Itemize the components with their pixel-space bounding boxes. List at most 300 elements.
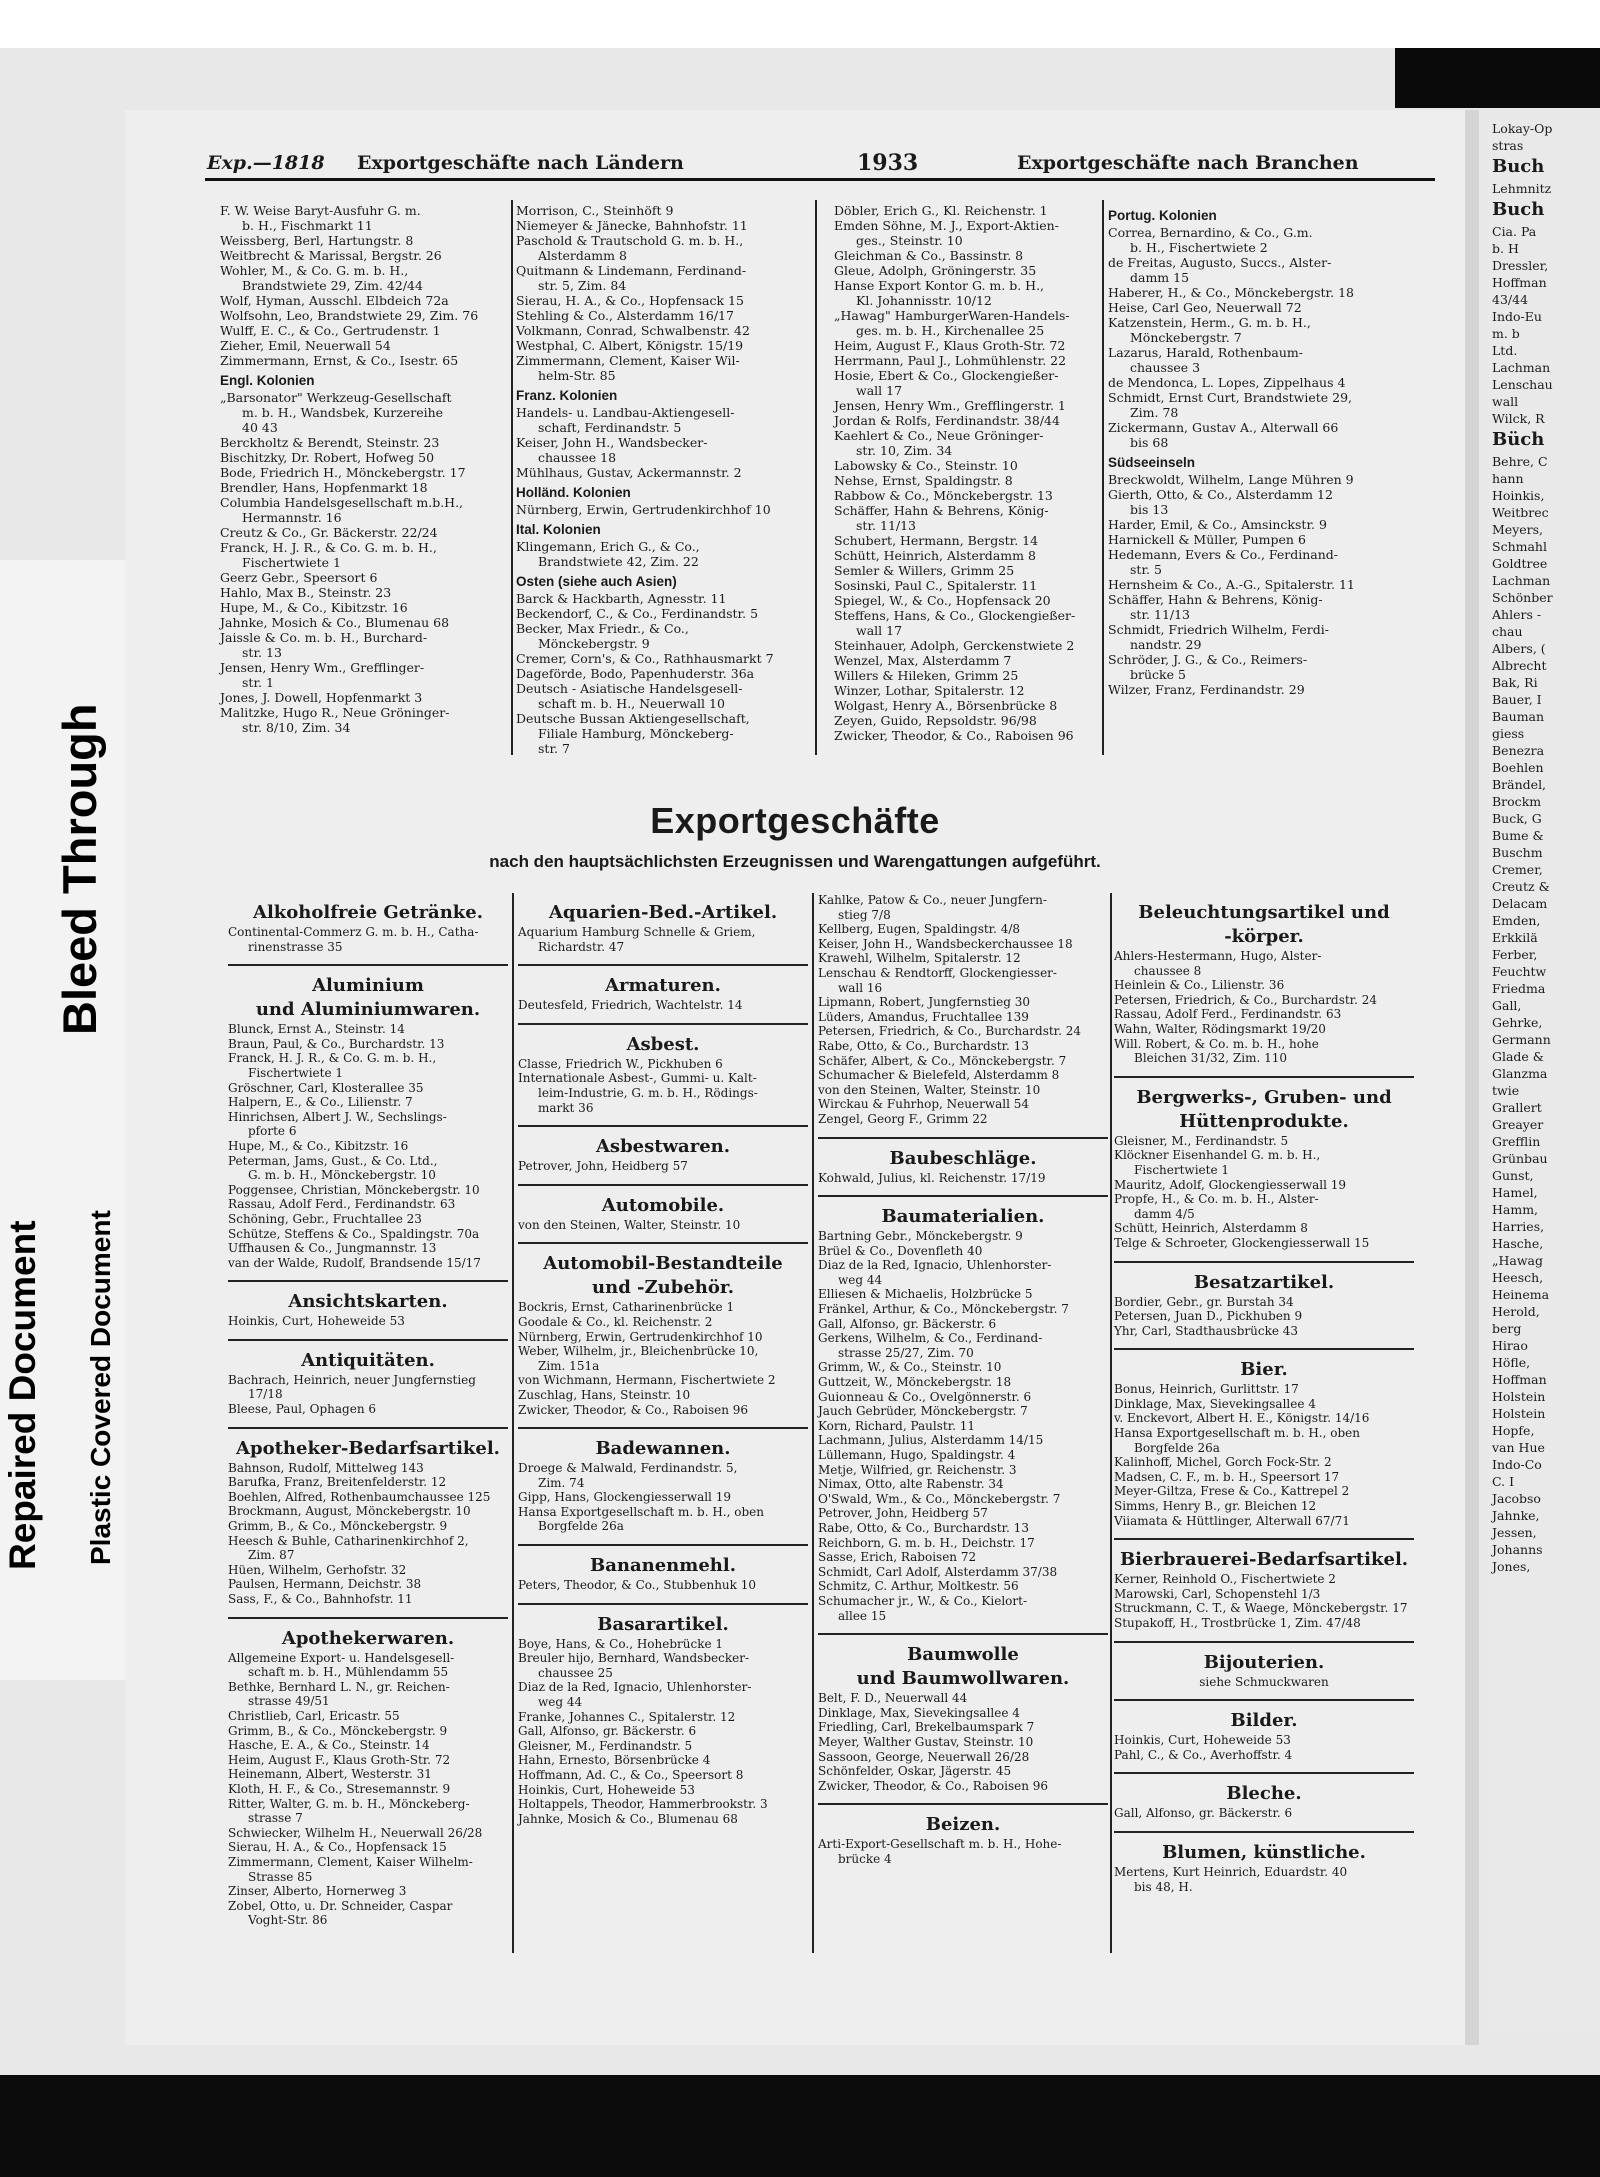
directory-entry: strasse 49/51 xyxy=(248,1694,330,1709)
page-fragment-text: Höfle, xyxy=(1492,1355,1531,1370)
directory-entry: Breckwoldt, Wilhelm, Lange Mühren 9 xyxy=(1108,472,1354,487)
directory-entry: Richardstr. 47 xyxy=(538,939,625,954)
section-divider xyxy=(818,1803,1108,1805)
page-fragment-text: Meyers, xyxy=(1492,522,1544,537)
directory-entry: Heinlein & Co., Lilienstr. 36 xyxy=(1114,978,1285,993)
category-heading: Aluminium xyxy=(312,975,424,997)
branches-column-3 xyxy=(818,893,1108,1866)
directory-entry: Brockmann, August, Mönckebergstr. 10 xyxy=(228,1504,471,1519)
directory-entry: str. 5 xyxy=(1130,562,1162,577)
directory-entry: markt 36 xyxy=(538,1100,594,1115)
directory-entry: Paulsen, Hermann, Deichstr. 38 xyxy=(228,1577,422,1592)
column-rule xyxy=(511,200,513,755)
page-fragment-text: Bume & xyxy=(1492,828,1544,843)
directory-entry: Pahl, C., & Co., Averhoffstr. 4 xyxy=(1114,1747,1293,1762)
directory-entry: strasse 7 xyxy=(248,1811,303,1826)
directory-entry: de Freitas, Augusto, Succs., Alster- xyxy=(1108,255,1332,270)
category-heading: und Aluminiumwaren. xyxy=(255,999,481,1021)
adjacent-page-edge xyxy=(1488,120,1600,2030)
page-fragment-text: Creutz & xyxy=(1492,879,1550,894)
page-fragment-text: Gunst, xyxy=(1492,1168,1534,1183)
page-fragment-text: Dressler, xyxy=(1492,258,1549,273)
directory-entry: Niemeyer & Jänecke, Bahnhofstr. 11 xyxy=(516,218,748,233)
page-fragment-text: Germann xyxy=(1492,1032,1551,1047)
directory-entry: Jensen, Henry Wm., Grefflingerstr. 1 xyxy=(834,398,1066,413)
directory-entry: Korn, Richard, Paulstr. 11 xyxy=(818,1418,976,1433)
directory-entry: „Hawag" HamburgerWaren-Handels- xyxy=(834,308,1070,323)
directory-entry: Heim, August F., Klaus Groth-Str. 72 xyxy=(228,1752,451,1767)
directory-entry: von den Steinen, Walter, Steinstr. 10 xyxy=(518,1217,741,1232)
directory-entry: Metje, Wilfried, gr. Reichenstr. 3 xyxy=(818,1462,1017,1477)
section-divider xyxy=(818,1195,1108,1197)
directory-entry: Mertens, Kurt Heinrich, Eduardstr. 40 xyxy=(1114,1864,1348,1879)
section-divider xyxy=(1114,1831,1414,1833)
directory-entry: Boye, Hans, & Co., Hohebrücke 1 xyxy=(518,1636,724,1651)
directory-entry: Hupe, M., & Co., Kibitzstr. 16 xyxy=(228,1138,409,1153)
directory-entry: Gipp, Hans, Glockengiesserwall 19 xyxy=(518,1490,731,1505)
directory-entry: Zim. 151a xyxy=(538,1358,600,1373)
scan-edge-shadow xyxy=(1395,48,1600,108)
directory-entry: Kl. Johannisstr. 10/12 xyxy=(856,293,992,308)
directory-entry: wall 17 xyxy=(856,383,903,398)
directory-entry: Lüders, Amandus, Fruchtallee 139 xyxy=(818,1009,1029,1024)
page-fragment-text: Gehrke, xyxy=(1492,1015,1543,1030)
page-fragment-text: Johanns xyxy=(1492,1542,1543,1557)
directory-entry: Weitbrecht & Marissal, Bergstr. 26 xyxy=(220,248,442,263)
directory-entry: Beckendorf, C., & Co., Ferdinandstr. 5 xyxy=(516,606,759,621)
directory-entry: Heesch & Buhle, Catharinenkirchhof 2, xyxy=(228,1533,469,1548)
directory-entry: Dinklage, Max, Sievekingsallee 4 xyxy=(818,1705,1020,1720)
directory-entry: weg 44 xyxy=(838,1272,883,1287)
page-fragment-text: Grünbau xyxy=(1492,1151,1548,1166)
directory-entry: Fischertwiete 1 xyxy=(248,1065,344,1080)
directory-entry: von den Steinen, Walter, Steinstr. 10 xyxy=(818,1082,1041,1097)
directory-entry: Schubert, Hermann, Bergstr. 14 xyxy=(834,533,1039,548)
directory-entry: Zuschlag, Hans, Steinstr. 10 xyxy=(518,1387,691,1402)
section-title: Exportgeschäfte xyxy=(650,800,940,841)
directory-entry: bis 48, H. xyxy=(1134,1879,1193,1894)
page-fragment-text: Hopfe, xyxy=(1492,1423,1535,1438)
directory-entry: Gröschner, Carl, Klosterallee 35 xyxy=(228,1080,424,1095)
countries-column-4 xyxy=(1108,203,1408,697)
directory-entry: Lazarus, Harald, Rothenbaum- xyxy=(1108,345,1303,360)
region-heading: Südseeinseln xyxy=(1108,455,1196,470)
column-rule xyxy=(1102,200,1104,755)
directory-entry: weg 44 xyxy=(538,1695,583,1710)
page-fragment-text: Gall, xyxy=(1492,998,1522,1013)
directory-entry: 40 43 xyxy=(242,420,278,435)
directory-entry: Kellberg, Eugen, Spaldingstr. 4/8 xyxy=(818,922,1021,937)
directory-entry: brücke 4 xyxy=(838,1851,892,1866)
directory-entry: Cremer, Corn's, & Co., Rathhausmarkt 7 xyxy=(516,651,774,666)
page-fragment-text: Greayer xyxy=(1492,1117,1544,1132)
directory-entry: Guionneau & Co., Ovelgönnerstr. 6 xyxy=(818,1389,1032,1404)
page-fragment-text: hann xyxy=(1492,471,1524,486)
directory-entry: Zwicker, Theodor, & Co., Raboisen 96 xyxy=(518,1402,749,1417)
directory-entry: Westphal, C. Albert, Königstr. 15/19 xyxy=(516,338,744,353)
directory-entry: Mönckebergstr. 7 xyxy=(1130,330,1242,345)
directory-entry: Continental-Commerz G. m. b. H., Catha- xyxy=(228,925,479,939)
directory-entry: Bleese, Paul, Ophagen 6 xyxy=(228,1402,376,1417)
directory-entry: Becker, Max Friedr., & Co., xyxy=(516,621,689,636)
directory-entry: Petrover, John, Heidberg 57 xyxy=(518,1159,688,1174)
directory-entry: Stupakoff, H., Trostbrücke 1, Zim. 47/48 xyxy=(1114,1616,1361,1630)
directory-entry: schaft, Ferdinandstr. 5 xyxy=(538,420,682,435)
directory-entry: Struckmann, C. T., & Waege, Mönckebergstr. 17 xyxy=(1114,1601,1408,1616)
directory-entry: Schmidt, Friedrich Wilhelm, Ferdi- xyxy=(1108,622,1329,637)
directory-entry: Braun, Paul, & Co., Burchardstr. 13 xyxy=(228,1036,445,1051)
directory-entry: Gleisner, M., Ferdinandstr. 5 xyxy=(518,1738,693,1753)
directory-entry: Sierau, H. A., & Co., Hopfensack 15 xyxy=(516,293,744,308)
directory-entry: Heinemann, Albert, Westerstr. 31 xyxy=(228,1767,432,1782)
page-fragment-text: Jones, xyxy=(1492,1559,1531,1574)
directory-entry: Lenschau & Rendtorff, Glockengiesser- xyxy=(818,965,1057,980)
directory-entry: Barufka, Franz, Breitenfelderstr. 12 xyxy=(228,1475,447,1490)
page-fragment-text: berg xyxy=(1492,1321,1522,1336)
directory-entry: Sosinski, Paul C., Spitalerstr. 11 xyxy=(834,578,1038,593)
category-heading: Bierbrauerei-Bedarfsartikel. xyxy=(1119,1549,1409,1571)
page-fragment-text: Ltd. xyxy=(1492,343,1518,358)
directory-entry: ges., Steinstr. 10 xyxy=(856,233,963,248)
directory-entry: Lachmann, Julius, Alsterdamm 14/15 xyxy=(818,1433,1044,1448)
page-fragment-text: Friedma xyxy=(1492,981,1546,996)
directory-entry: Rabe, Otto, & Co., Burchardstr. 13 xyxy=(818,1038,1029,1053)
page-fragment-text: Grefflin xyxy=(1492,1134,1541,1149)
section-divider xyxy=(1114,1641,1414,1643)
page-fragment-text: Bak, Ri xyxy=(1492,675,1538,690)
directory-entry: Filiale Hamburg, Mönckeberg- xyxy=(538,726,734,741)
directory-entry: Deutsch - Asiatische Handelsgesell- xyxy=(516,681,743,696)
directory-entry: F. W. Weise Baryt-Ausfuhr G. m. xyxy=(220,203,421,218)
directory-entry: chaussee 3 xyxy=(1130,360,1201,375)
directory-entry: Gleichman & Co., Bassinstr. 8 xyxy=(834,248,1024,263)
directory-entry: O'Swald, Wm., & Co., Mönckebergstr. 7 xyxy=(818,1491,1061,1506)
directory-entry: Alsterdamm 8 xyxy=(538,248,627,263)
page-fragment-text: Hoffman xyxy=(1492,1372,1547,1387)
directory-entry: Sasse, Erich, Raboisen 72 xyxy=(818,1550,977,1565)
directory-entry: Brandstwiete 29, Zim. 42/44 xyxy=(242,278,423,293)
directory-entry: Fischertwiete 1 xyxy=(242,555,341,570)
directory-entry: Schmidt, Ernst Curt, Brandstwiete 29, xyxy=(1108,390,1353,405)
directory-entry: Spiegel, W., & Co., Hopfensack 20 xyxy=(834,593,1051,608)
directory-entry: Malitzke, Hugo R., Neue Gröninger- xyxy=(220,705,450,720)
directory-entry: Harnickell & Müller, Pumpen 6 xyxy=(1108,532,1306,547)
directory-entry: Halpern, E., & Co., Lilienstr. 7 xyxy=(228,1095,413,1110)
directory-entry: Schwiecker, Wilhelm H., Neuerwall 26/28 xyxy=(228,1825,483,1840)
directory-entry: Kloth, H. F., & Co., Stresemannstr. 9 xyxy=(228,1781,451,1796)
directory-entry: Gerkens, Wilhelm, & Co., Ferdinand- xyxy=(818,1331,1043,1346)
directory-entry: Ritter, Walter, G. m. b. H., Mönckeberg- xyxy=(228,1796,470,1811)
category-heading: Bananenmehl. xyxy=(590,1555,736,1577)
category-heading: Bilder. xyxy=(1230,1710,1298,1732)
directory-entry: Zim. 87 xyxy=(248,1548,295,1563)
directory-entry: Schütze, Steffens & Co., Spaldingstr. 70a xyxy=(228,1226,480,1241)
directory-entry: Schumacher & Bielefeld, Alsterdamm 8 xyxy=(818,1068,1060,1083)
directory-entry: Schönfelder, Oskar, Jägerstr. 45 xyxy=(818,1764,1012,1779)
directory-entry: Classe, Friedrich W., Pickhuben 6 xyxy=(518,1056,723,1071)
page-fragment-text: Jacobso xyxy=(1492,1491,1541,1506)
section-subtitle: nach den hauptsächlichsten Erzeugnissen und Warengattungen aufgeführt. xyxy=(489,852,1101,871)
section-divider xyxy=(518,964,808,966)
directory-entry: Gierth, Otto, & Co., Alsterdamm 12 xyxy=(1108,487,1333,502)
directory-entry: Döbler, Erich G., Kl. Reichenstr. 1 xyxy=(834,203,1048,218)
directory-entry: schaft m. b. H., Mühlendamm 55 xyxy=(248,1665,449,1680)
directory-entry: Jaissle & Co. m. b. H., Burchard- xyxy=(220,630,428,645)
directory-entry: v. Enckevort, Albert H. E., Königstr. 14/16 xyxy=(1114,1411,1370,1426)
page-fragment-text: Buch xyxy=(1492,199,1545,220)
directory-entry: Wilzer, Franz, Ferdinandstr. 29 xyxy=(1108,682,1305,697)
label-repaired-document: Repaired Document xyxy=(2,1220,43,1570)
directory-entry: Zim. 74 xyxy=(538,1475,585,1490)
directory-entry: Zimmermann, Ernst, & Co., Isestr. 65 xyxy=(220,353,459,368)
directory-entry: Christlieb, Carl, Ericastr. 55 xyxy=(228,1708,400,1723)
directory-entry: nandstr. 29 xyxy=(1130,637,1202,652)
directory-entry: Kohwald, Julius, kl. Reichenstr. 17/19 xyxy=(818,1170,1046,1185)
directory-entry: Hosie, Ebert & Co., Glockengießer- xyxy=(834,368,1059,383)
category-heading: Besatzartikel. xyxy=(1193,1271,1335,1293)
page-fragment-text: Weitbrec xyxy=(1492,505,1549,520)
page-fragment-text: Indo-Eu xyxy=(1492,309,1542,324)
directory-entry: Diaz de la Red, Ignacio, Uhlenhorster- xyxy=(518,1680,752,1695)
directory-entry: Propfe, H., & Co. m. b. H., Alster- xyxy=(1114,1192,1319,1207)
page-fragment-text: Glade & xyxy=(1492,1049,1544,1064)
directory-entry: Franke, Johannes C., Spitalerstr. 12 xyxy=(518,1709,736,1724)
page-fragment-text: Hasche, xyxy=(1492,1236,1544,1251)
directory-entry: Klingemann, Erich G., & Co., xyxy=(516,539,700,554)
header-year: 1933 xyxy=(857,150,919,176)
directory-entry: chaussee 18 xyxy=(538,450,617,465)
directory-entry: chaussee 25 xyxy=(538,1665,613,1680)
directory-entry: Hoffmann, Ad. C., & Co., Speersort 8 xyxy=(518,1768,744,1782)
directory-entry: Herrmann, Paul J., Lohmühlenstr. 22 xyxy=(834,353,1067,368)
directory-entry: Elliesen & Michaelis, Holzbrücke 5 xyxy=(818,1287,1033,1302)
page-fragment-text: Buck, G xyxy=(1492,811,1542,826)
directory-entry: Bordier, Gebr., gr. Burstah 34 xyxy=(1114,1294,1294,1309)
branches-column-1 xyxy=(228,893,508,1928)
directory-entry: stieg 7/8 xyxy=(838,907,891,922)
directory-entry: Meyer-Giltza, Frese & Co., Kattrepel 2 xyxy=(1114,1484,1350,1499)
section-divider xyxy=(518,1544,808,1546)
section-divider xyxy=(518,1125,808,1127)
category-heading: Aquarien-Bed.-Artikel. xyxy=(548,902,778,923)
column-rule xyxy=(812,893,814,1953)
page-fragment-text: van Hue xyxy=(1492,1440,1545,1455)
section-divider xyxy=(1114,1076,1414,1078)
page-fragment-text: Brockm xyxy=(1492,794,1542,809)
directory-entry: Columbia Handelsgesellschaft m.b.H., xyxy=(220,495,464,510)
countries-column-3 xyxy=(834,203,1100,743)
page-fragment-text: Hamel, xyxy=(1492,1185,1538,1200)
directory-entry: Nürnberg, Erwin, Gertrudenkirchhof 10 xyxy=(518,1329,763,1344)
directory-entry: Labowsky & Co., Steinstr. 10 xyxy=(834,458,1018,473)
directory-entry: Petersen, Friedrich, & Co., Burchardstr. 24 xyxy=(1114,992,1377,1007)
directory-entry: Voght-Str. 86 xyxy=(248,1913,328,1928)
directory-entry: Schäffer, Hahn & Behrens, König- xyxy=(1108,592,1323,607)
directory-entry: Schäfer, Albert, & Co., Mönckebergstr. 7 xyxy=(818,1053,1067,1068)
directory-entry: Zieher, Emil, Neuerwall 54 xyxy=(220,338,391,353)
directory-entry: von Wichmann, Hermann, Fischertwiete 2 xyxy=(518,1373,776,1388)
directory-entry: Petrover, John, Heidberg 57 xyxy=(818,1506,988,1521)
directory-entry: Kerner, Reinhold O., Fischertwiete 2 xyxy=(1114,1572,1336,1587)
directory-entry: Aquarium Hamburg Schnelle & Griem, xyxy=(518,925,756,939)
directory-entry: Wolgast, Henry A., Börsenbrücke 8 xyxy=(834,698,1058,713)
directory-entry: Zwicker, Theodor, & Co., Raboisen 96 xyxy=(834,728,1074,743)
page-fragment-text: Behre, C xyxy=(1492,454,1548,469)
directory-entry: brücke 5 xyxy=(1130,667,1186,682)
directory-entry: Gall, Alfonso, gr. Bäckerstr. 6 xyxy=(518,1724,697,1739)
countries-column-1 xyxy=(220,203,510,735)
directory-entry: Haberer, H., & Co., Mönckebergstr. 18 xyxy=(1108,285,1355,300)
directory-entry: Schütt, Heinrich, Alsterdamm 8 xyxy=(1114,1221,1308,1236)
region-heading: Engl. Kolonien xyxy=(220,373,315,388)
directory-entry: Jahnke, Mosich & Co., Blumenau 68 xyxy=(220,615,450,630)
directory-entry: Mönckebergstr. 9 xyxy=(538,636,650,651)
directory-entry: Volkmann, Conrad, Schwalbenstr. 42 xyxy=(516,323,750,338)
directory-entry: Hermannstr. 16 xyxy=(242,510,342,525)
directory-entry: str. 10, Zim. 34 xyxy=(856,443,953,458)
directory-entry: Bode, Friedrich H., Mönckebergstr. 17 xyxy=(220,465,466,480)
section-divider xyxy=(518,1427,808,1429)
directory-entry: Zwicker, Theodor, & Co., Raboisen 96 xyxy=(818,1778,1049,1793)
cross-reference: siehe Schmuckwaren xyxy=(1199,1674,1329,1689)
directory-entry: Hasche, E. A., & Co., Steinstr. 14 xyxy=(228,1738,430,1753)
directory-entry: chaussee 8 xyxy=(1134,963,1202,978)
category-heading: Asbest. xyxy=(626,1033,700,1055)
directory-entry: Zengel, Georg F., Grimm 22 xyxy=(818,1111,988,1126)
directory-entry: Schäffer, Hahn & Behrens, König- xyxy=(834,503,1049,518)
bottom-margin xyxy=(0,2075,1600,2177)
page-fragment-text: Wilck, R xyxy=(1492,411,1545,426)
page-fragment-text: m. b xyxy=(1492,326,1520,341)
directory-entry: Lüllemann, Hugo, Spaldingstr. 4 xyxy=(818,1448,1016,1462)
directory-entry: Franck, H. J. R., & Co. G. m. b. H., xyxy=(228,1051,437,1066)
category-heading: Bijouterien. xyxy=(1203,1651,1325,1673)
directory-entry: Zickermann, Gustav A., Alterwall 66 xyxy=(1108,420,1339,435)
directory-entry: Correa, Bernardino, & Co., G.m. xyxy=(1108,225,1313,240)
page-fragment-text: Albrecht xyxy=(1492,658,1547,673)
page-fragment-text: stras xyxy=(1492,138,1524,153)
directory-entry: Bartning Gebr., Mönckebergstr. 9 xyxy=(818,1229,1023,1244)
directory-entry: Deutsche Bussan Aktiengesellschaft, xyxy=(516,711,750,726)
directory-entry: Gall, Alfonso, gr. Bäckerstr. 6 xyxy=(1114,1806,1293,1821)
directory-entry: Brandstwiete 42, Zim. 22 xyxy=(538,554,699,569)
category-heading: Bier. xyxy=(1240,1359,1288,1381)
directory-entry: Dageförde, Bodo, Papenhuderstr. 36a xyxy=(516,666,755,681)
page-fragment-text: Delacam xyxy=(1492,896,1548,911)
directory-entry: Harder, Emil, & Co., Amsinckstr. 9 xyxy=(1108,517,1327,532)
page-fragment-text: Heesch, xyxy=(1492,1270,1544,1285)
column-rule xyxy=(815,200,817,755)
page-fragment-text: Boehlen xyxy=(1492,760,1544,775)
directory-entry: Hahlo, Max B., Steinstr. 23 xyxy=(220,585,392,600)
directory-entry: helm-Str. 85 xyxy=(538,368,616,383)
directory-entry: Gall, Alfonso, gr. Bäckerstr. 6 xyxy=(818,1316,997,1331)
directory-entry: Bleichen 31/32, Zim. 110 xyxy=(1134,1051,1287,1066)
directory-entry: Grimm, W., & Co., Steinstr. 10 xyxy=(818,1360,1002,1375)
region-heading: Ital. Kolonien xyxy=(516,522,601,537)
directory-entry: strasse 25/27, Zim. 70 xyxy=(838,1345,974,1360)
section-divider xyxy=(228,1339,508,1341)
directory-entry: Mauritz, Adolf, Glockengiesserwall 19 xyxy=(1114,1177,1347,1192)
category-heading: Badewannen. xyxy=(595,1438,731,1460)
header-right-title: Exportgeschäfte nach Branchen xyxy=(1017,152,1359,174)
directory-entry: Zinser, Alberto, Hornerweg 3 xyxy=(228,1884,407,1899)
column-rule xyxy=(1110,893,1112,1953)
directory-entry: Paschold & Trautschold G. m. b. H., xyxy=(516,233,744,248)
directory-entry: Wenzel, Max, Alsterdamm 7 xyxy=(834,653,1012,668)
directory-entry: Morrison, C., Steinhöft 9 xyxy=(516,203,674,218)
directory-entry: str. 8/10, Zim. 34 xyxy=(242,720,351,735)
section-divider xyxy=(228,1280,508,1282)
section-divider xyxy=(518,1023,808,1025)
directory-entry: Wulff, E. C., & Co., Gertrudenstr. 1 xyxy=(220,323,441,338)
directory-entry: Keiser, John H., Wandsbeckerchaussee 18 xyxy=(818,936,1073,951)
directory-entry: Bonus, Heinrich, Gurlittstr. 17 xyxy=(1114,1382,1299,1397)
directory-entry: Steinhauer, Adolph, Gerckenstwiete 2 xyxy=(834,638,1075,653)
directory-entry: Strasse 85 xyxy=(248,1869,313,1884)
directory-entry: Bethke, Bernhard L. N., gr. Reichen- xyxy=(228,1679,450,1694)
directory-entry: Jahnke, Mosich & Co., Blumenau 68 xyxy=(518,1811,738,1826)
directory-entry: Sierau, H. A., & Co., Hopfensack 15 xyxy=(228,1840,447,1855)
directory-entry: Bachrach, Heinrich, neuer Jungfernstieg xyxy=(228,1372,476,1387)
directory-entry: Kalinhoff, Michel, Gorch Fock-Str. 2 xyxy=(1114,1455,1332,1470)
directory-entry: Nürnberg, Erwin, Gertrudenkirchhof 10 xyxy=(516,502,771,517)
directory-entry: damm 4/5 xyxy=(1134,1206,1195,1221)
label-plastic-covered-document: Plastic Covered Document xyxy=(85,1210,116,1565)
directory-entry: Dinklage, Max, Sievekingsallee 4 xyxy=(1114,1396,1316,1411)
directory-entry: Brendler, Hans, Hopfenmarkt 18 xyxy=(220,480,428,495)
page-fragment-text: Feuchtw xyxy=(1492,964,1547,979)
directory-entry: str. 5, Zim. 84 xyxy=(538,278,627,293)
directory-entry: Marowski, Carl, Schopenstehl 1/3 xyxy=(1114,1586,1321,1601)
directory-entry: Weissberg, Berl, Hartungstr. 8 xyxy=(220,233,414,248)
directory-entry: Borgfelde 26a xyxy=(538,1519,624,1534)
page-fragment-text: Cia. Pa xyxy=(1492,224,1537,239)
category-heading: Blumen, künstliche. xyxy=(1162,1841,1366,1863)
directory-entry: Heise, Carl Geo, Neuerwall 72 xyxy=(1108,300,1302,315)
directory-entry: Kahlke, Patow & Co., neuer Jungfern- xyxy=(818,893,1047,907)
directory-entry: Semler & Willers, Grimm 25 xyxy=(834,563,1015,578)
directory-entry: de Mendonca, L. Lopes, Zippelhaus 4 xyxy=(1108,375,1346,390)
category-heading: Armaturen. xyxy=(605,975,721,997)
section-divider xyxy=(518,1242,808,1244)
category-heading: Apotheker-Bedarfsartikel. xyxy=(236,1437,500,1459)
directory-entry: Diaz de la Red, Ignacio, Uhlenhorster- xyxy=(818,1258,1052,1273)
directory-entry: ges. m. b. H., Kirchenallee 25 xyxy=(856,323,1045,338)
directory-entry: Krawehl, Wilhelm, Spitalerstr. 12 xyxy=(818,951,1021,966)
column-rule xyxy=(512,893,514,1953)
page-fragment-text: wall xyxy=(1492,394,1519,409)
section-divider xyxy=(1114,1699,1414,1701)
region-heading: Holländ. Kolonien xyxy=(516,485,631,500)
directory-entry: Goodale & Co., kl. Reichenstr. 2 xyxy=(518,1314,713,1329)
page-fragment-text: Buschm xyxy=(1492,845,1543,860)
page-fragment-text: Indo-Co xyxy=(1492,1457,1542,1472)
directory-entry: Arti-Export-Gesellschaft m. b. H., Hohe- xyxy=(818,1837,1062,1852)
section-divider xyxy=(228,1617,508,1619)
section-divider xyxy=(228,964,508,966)
directory-entry: Rassau, Adolf Ferd., Ferdinandstr. 63 xyxy=(228,1197,456,1212)
page-fragment-text: Goldtree xyxy=(1492,556,1548,571)
category-heading: und -Zubehör. xyxy=(592,1277,734,1299)
directory-entry: Creutz & Co., Gr. Bäckerstr. 22/24 xyxy=(220,525,438,540)
category-heading: Baumaterialien. xyxy=(881,1206,1045,1228)
directory-entry: str. 11/13 xyxy=(1130,607,1191,622)
directory-entry: Jensen, Henry Wm., Grefflinger- xyxy=(220,660,425,675)
directory-entry: Willers & Hileken, Grimm 25 xyxy=(834,668,1019,683)
directory-entry: Will. Robert, & Co. m. b. H., hohe xyxy=(1114,1036,1319,1051)
directory-entry: Keiser, John H., Wandsbecker- xyxy=(516,435,708,450)
